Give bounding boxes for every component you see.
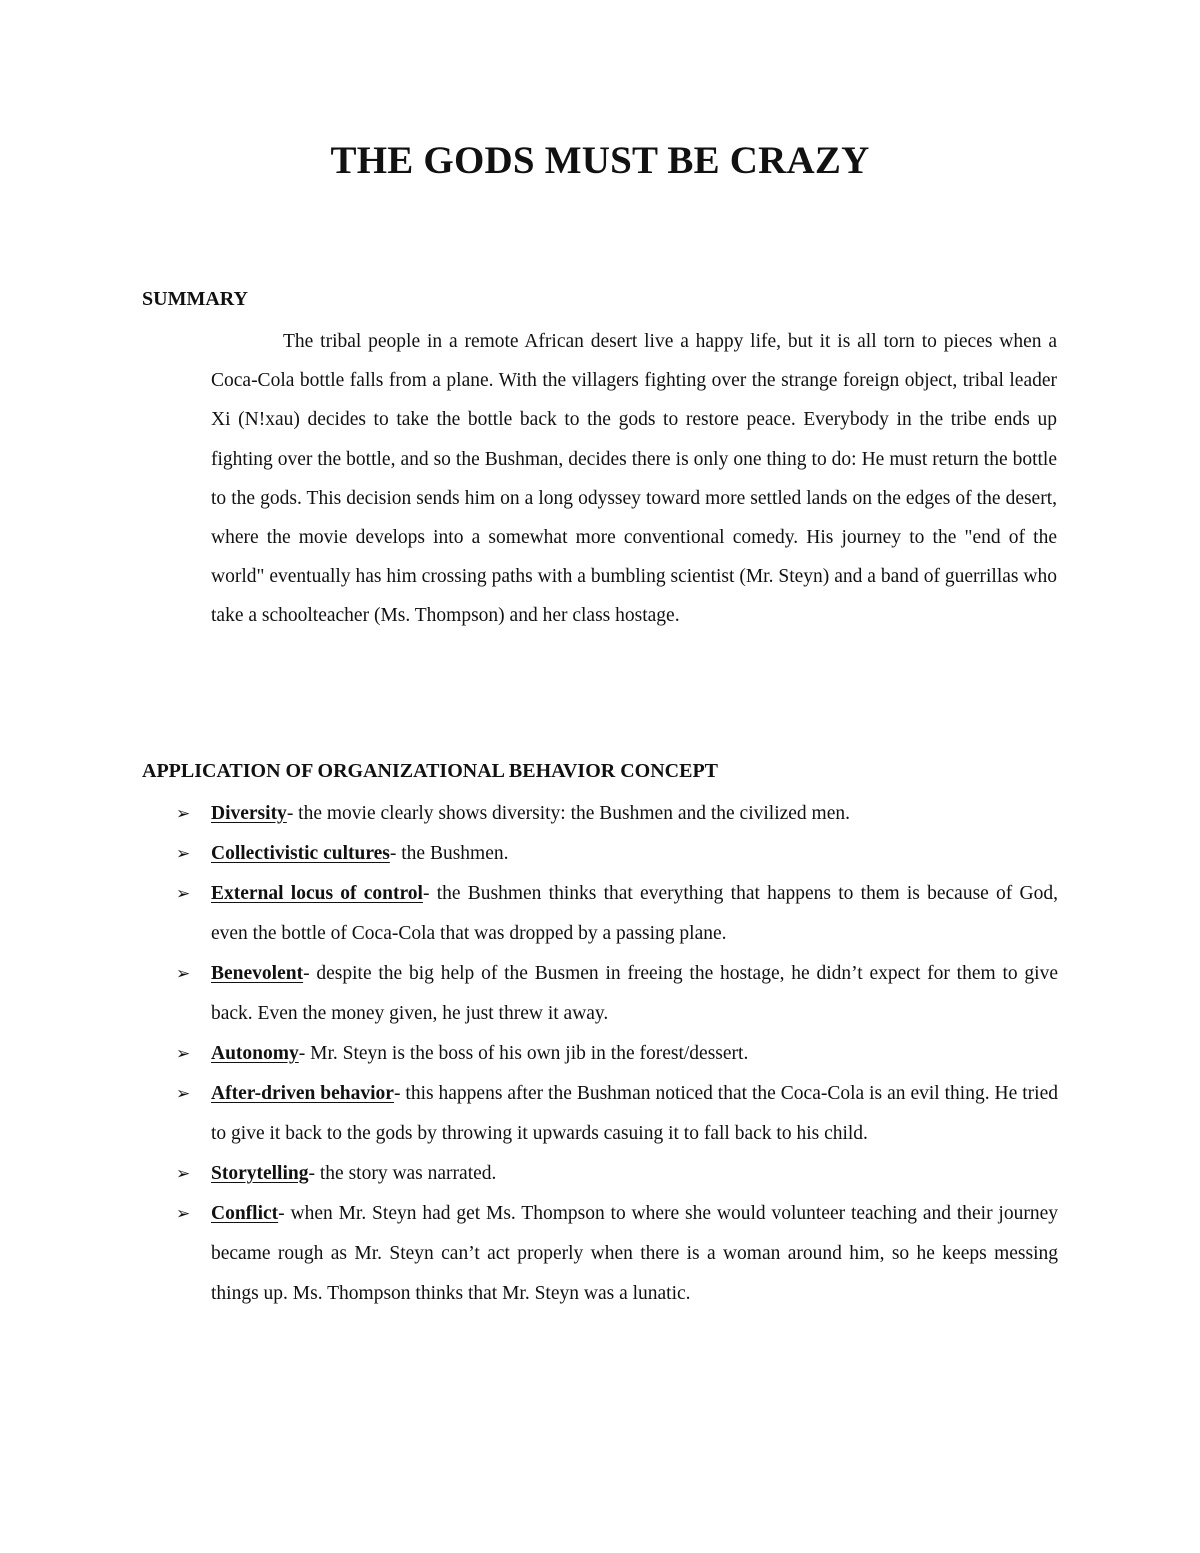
list-item [176,1074,1058,1154]
concept-term: External locus of control [211,883,423,904]
concept-description: - the movie clearly shows diversity: the Bushmen and the civilized men. [286,803,851,824]
concept-term: Benevolent [211,963,304,984]
arrowhead-bullet-icon: ➢ [176,1204,191,1224]
concept-description: - this happens after the Bushman noticed that the Coca-Cola is an evil thing. He tried to give it back to the gods by throwing it upwards casuing it to fall back to his child. [211,1083,1058,1144]
list-item [176,874,1058,954]
list-item [176,1154,1058,1194]
application-heading: APPLICATION OF ORGANIZATIONAL BEHAVIOR CONCEPT [142,760,718,782]
concept-description: - the Bushmen thinks that everything that happens to them is because of God, even the bottle of Coca-Cola that was dropped by a passing plane. [211,883,1058,944]
concept-term: Collectivistic cultures [211,843,390,864]
concept-list [176,794,1058,1314]
concept-term: Storytelling [211,1163,309,1184]
list-item [176,834,1058,874]
concept-description: - the story was narrated. [308,1163,497,1184]
arrowhead-bullet-icon: ➢ [176,1164,191,1184]
list-item [176,1194,1058,1314]
concept-description: - the Bushmen. [389,843,509,864]
list-item [176,954,1058,1034]
arrowhead-bullet-icon: ➢ [176,1084,191,1104]
arrowhead-bullet-icon: ➢ [176,844,191,864]
concept-term: Conflict [211,1203,279,1224]
concept-term: Diversity [211,803,287,824]
arrowhead-bullet-icon: ➢ [176,1044,191,1064]
concept-term: Autonomy [211,1043,299,1064]
summary-paragraph: The tribal people in a remote African desert live a happy life, but it is all torn to pieces when a Coca-Cola bottle falls from a plane. With the villagers fighting over the strange foreign object, tribal leader Xi (N!xau) decides to take the bottle back to the gods to restore peace. Everybody in the tribe ends up fighting over the bottle, and so the Bushman, decides there is only one thing to do: He must return the bottle to the gods. This decision sends him on a long odyssey toward more settled lands on the edges of the desert, where the movie develops into a somewhat more conventional comedy. His journey to the "end of the world" eventually has him crossing paths with a bumbling scientist (Mr. Steyn) and a band of guerrillas who take a schoolteacher (Ms. Thompson) and her class hostage. [211,331,1057,627]
document-title: THE GODS MUST BE CRAZY [330,139,870,182]
list-item [176,794,1058,834]
arrowhead-bullet-icon: ➢ [176,804,191,824]
summary-heading: SUMMARY [142,288,248,310]
concept-description: - Mr. Steyn is the boss of his own jib in the forest/dessert. [298,1043,749,1064]
concept-term: After-driven behavior [211,1083,394,1104]
list-item [176,1034,1058,1074]
arrowhead-bullet-icon: ➢ [176,884,191,904]
concept-description: - when Mr. Steyn had get Ms. Thompson to where she would volunteer teaching and their journey became rough as Mr. Steyn can’t act properly when there is a woman around him, so he keeps messing things up. Ms. Thompson thinks that Mr. Steyn was a lunatic. [211,1203,1058,1304]
concept-description: - despite the big help of the Busmen in freeing the hostage, he didn’t expect for them to give back. Even the money given, he just threw it away. [211,963,1058,1024]
arrowhead-bullet-icon: ➢ [176,964,191,984]
